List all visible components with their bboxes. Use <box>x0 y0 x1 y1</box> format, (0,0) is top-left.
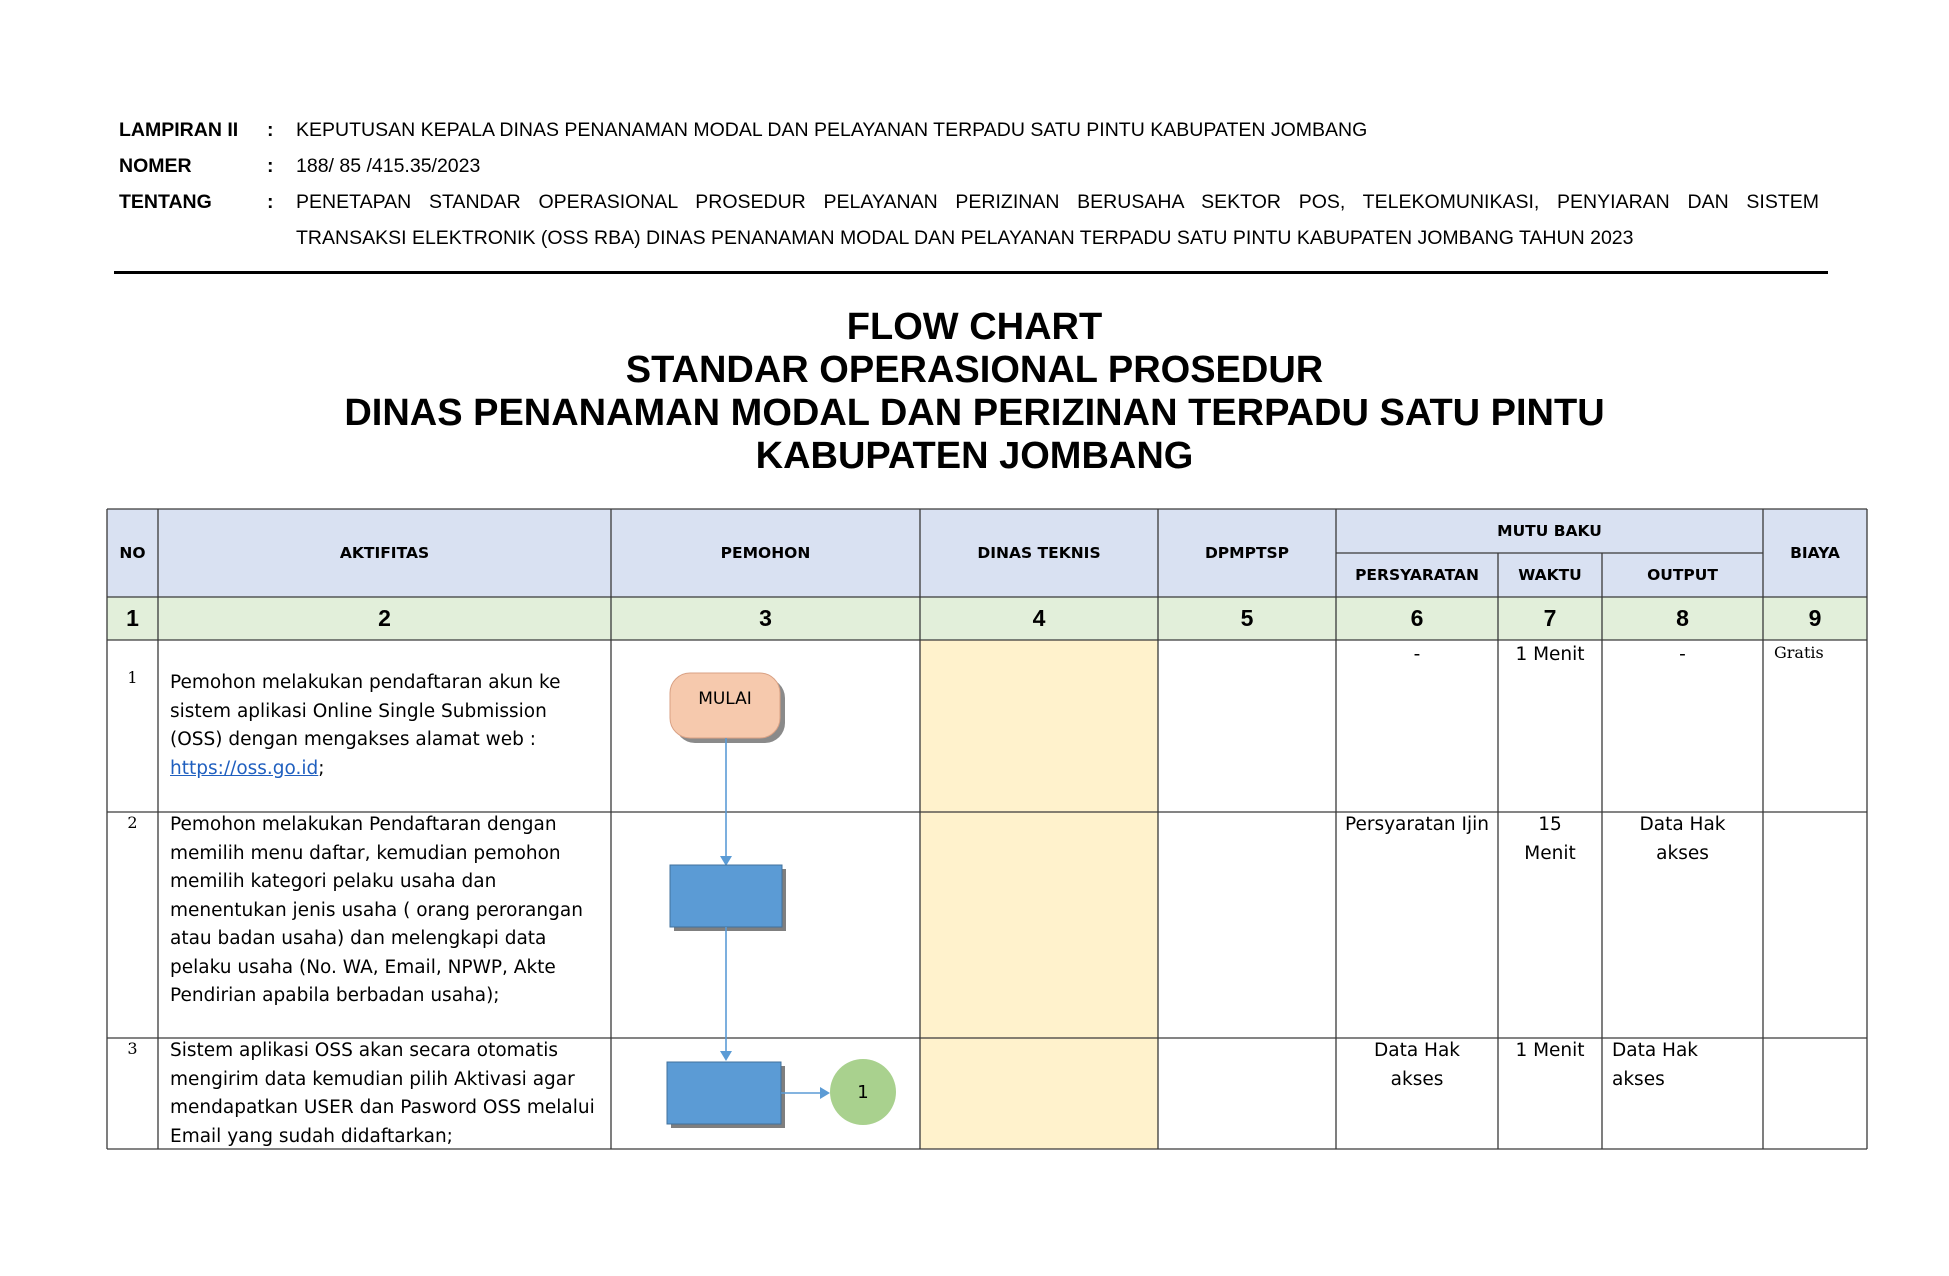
col-header-waktu: WAKTU <box>1518 566 1582 584</box>
col-header-dinas-teknis: DINAS TEKNIS <box>977 544 1101 562</box>
col-header-dpmptsp: DPMPTSP <box>1204 544 1290 562</box>
col-header-aktifitas: AKTIFITAS <box>339 544 430 562</box>
title-line-2: STANDAR OPERASIONAL PROSEDUR <box>625 349 1324 391</box>
row-3-output: Data Hak akses <box>1612 1040 1699 1090</box>
row-3-aktifitas: Sistem aplikasi OSS akan secara otomatis mengirim data kemudian pilih Aktivasi agar mendapatkan USER dan Pasword OSS melalui Email yang sudah didaftarkan; <box>170 1040 595 1147</box>
header-value: KEPUTUSAN KEPALA DINAS PENANAMAN MODAL DAN PELAYANAN TERPADU SATU PINTU KABUPATEN JOMBANG <box>296 119 1368 141</box>
start-label: MULAI <box>698 689 752 709</box>
title-line-3: DINAS PENANAMAN MODAL DAN PERIZINAN TERPADU SATU PINTU <box>344 392 1605 434</box>
header-value: 188/ 85 /415.35/2023 <box>296 155 481 177</box>
header-colon: : <box>267 155 274 177</box>
row-2-waktu: 15 Menit <box>1524 814 1576 864</box>
title-line-1: FLOW CHART <box>846 306 1103 348</box>
header-colon: : <box>267 119 274 141</box>
row-1-persyaratan: - <box>1413 644 1421 665</box>
header-key: NOMER <box>119 155 192 177</box>
col-header-biaya: BIAYA <box>1790 544 1840 562</box>
col-header-pemohon: PEMOHON <box>720 544 811 562</box>
row-3-no: 3 <box>127 1039 138 1058</box>
header-key: LAMPIRAN II <box>119 119 239 141</box>
row-3-persyaratan: Data Hak akses <box>1373 1040 1460 1090</box>
title-line-4: KABUPATEN JOMBANG <box>755 435 1194 477</box>
col-number: 2 <box>378 605 391 631</box>
oss-link[interactable]: https://oss.go.id <box>170 757 319 779</box>
col-number: 5 <box>1240 605 1254 631</box>
col-header-no: NO <box>119 544 146 562</box>
row-1-aktifitas <box>170 669 605 783</box>
process-box-1 <box>670 865 782 927</box>
row-2-aktifitas: Pemohon melakukan Pendaftaran dengan memilih menu daftar, kemudian pemohon memilih kategori pelaku usaha dan menentukan jenis usaha ( orang perorangan atau badan usaha) dan melengkapi data pelaku usaha (No. WA, Email, NPWP, Akte Pendirian apabila berbadan usaha); <box>170 814 583 1006</box>
col-number: 9 <box>1808 605 1822 631</box>
col-number: 8 <box>1676 605 1689 631</box>
header-key: TENTANG <box>119 191 212 213</box>
link-suffix: ; <box>318 757 325 779</box>
row-3-waktu: 1 Menit <box>1515 1040 1585 1061</box>
flow-arrowhead-3 <box>820 1087 830 1099</box>
row-2-output: Data Hak akses <box>1639 814 1726 864</box>
header-value: PENETAPAN STANDAR OPERASIONAL PROSEDUR PELAYANAN PERIZINAN BERUSAHA SEKTOR POS, TELEKOMUNIKASI, PENYIARAN DAN SISTEM <box>296 191 1819 213</box>
col-number: 1 <box>126 605 139 631</box>
header-value-continued: TRANSAKSI ELEKTRONIK (OSS RBA) DINAS PENANAMAN MODAL DAN PELAYANAN TERPADU SATU PINTU KABUPATEN JOMBANG TAHUN 2023 <box>296 227 1634 249</box>
col-number: 3 <box>759 605 772 631</box>
connector-label: 1 <box>857 1081 869 1103</box>
row-1-aktifitas-text: Pemohon melakukan pendaftaran akun ke sistem aplikasi Online Single Submission (OSS) dengan mengakses alamat web : <box>170 672 561 750</box>
row-1-output: - <box>1679 644 1686 665</box>
row-1-no: 1 <box>127 668 138 687</box>
row-1-biaya: Gratis <box>1774 643 1824 662</box>
col-number: 6 <box>1410 605 1424 631</box>
col-header-persyaratan: PERSYARATAN <box>1355 566 1479 584</box>
header-colon: : <box>267 191 274 213</box>
col-number: 7 <box>1543 605 1557 631</box>
col-header-output: OUTPUT <box>1647 566 1718 584</box>
process-box-2 <box>667 1062 781 1124</box>
col-header-mutu-baku: MUTU BAKU <box>1497 522 1602 540</box>
flow-arrowhead-2 <box>720 1051 732 1061</box>
dinas-teknis-column-bg <box>920 640 1158 1149</box>
row-2-no: 2 <box>127 813 138 832</box>
row-2-persyaratan: Persyaratan Ijin <box>1344 814 1489 835</box>
row-1-waktu: 1 Menit <box>1515 644 1585 665</box>
col-number: 4 <box>1032 605 1046 631</box>
